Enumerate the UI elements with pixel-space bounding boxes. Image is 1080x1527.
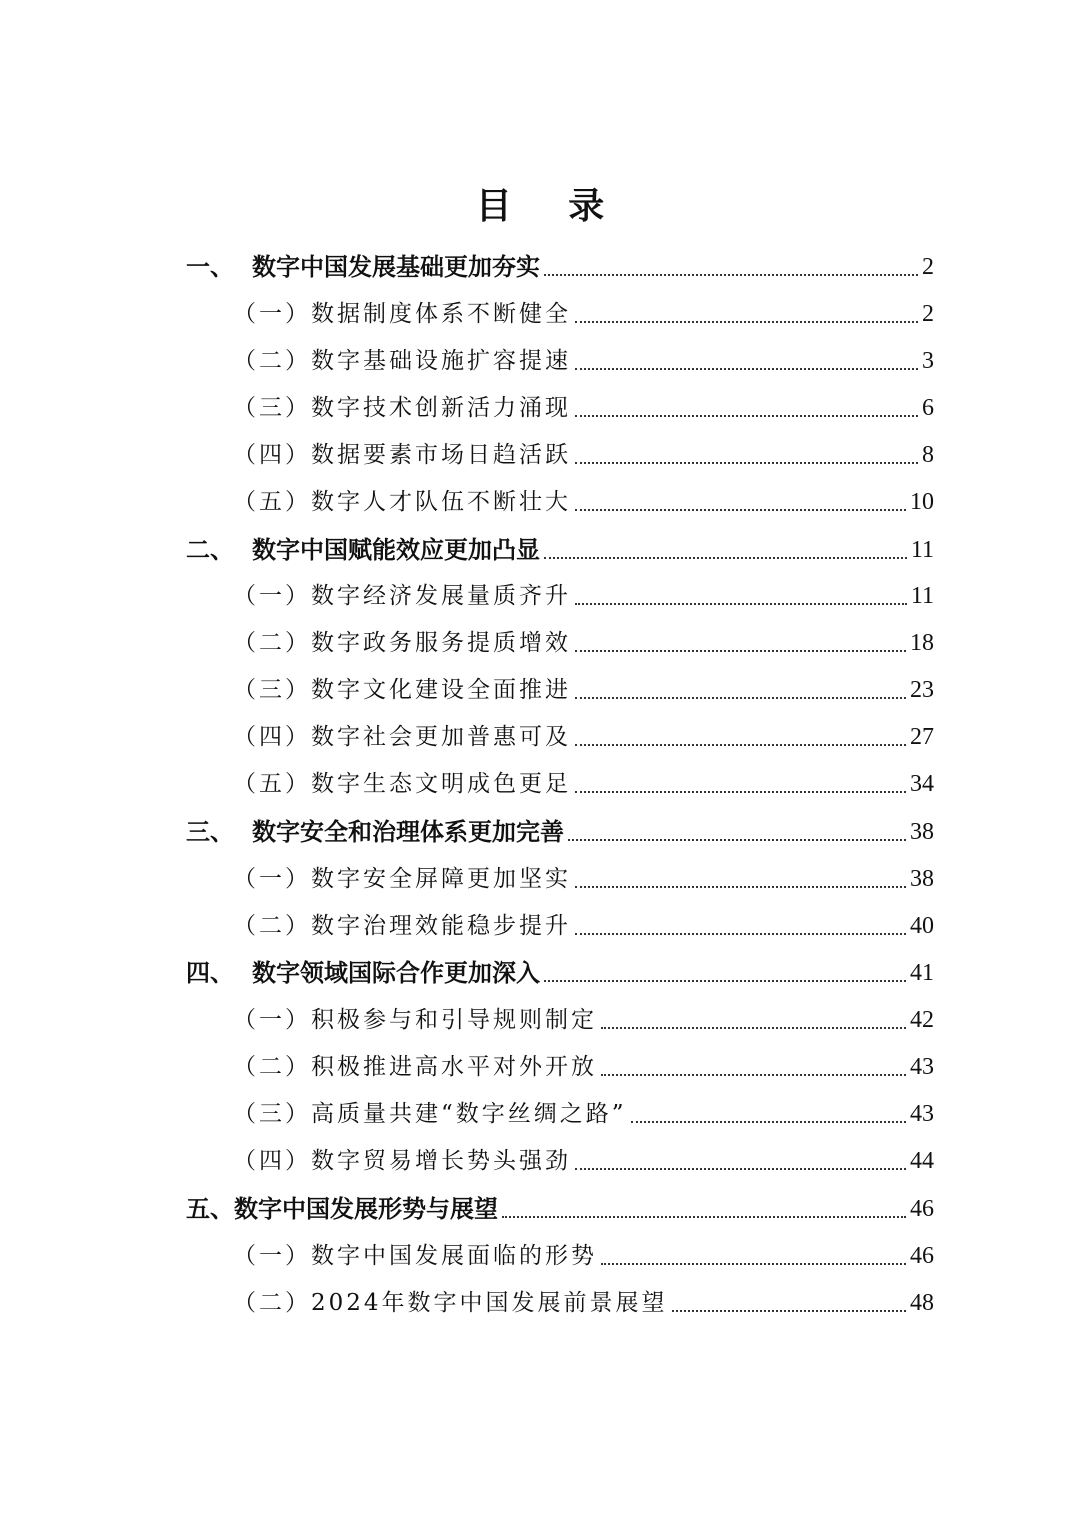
toc-title: 目 录 (475, 186, 627, 227)
toc-page-number: 11 (910, 537, 934, 563)
toc-entry-number: （四） (233, 442, 311, 468)
toc-entry-number: 五、 (186, 1195, 234, 1223)
toc-entry-number: （二） (233, 1290, 311, 1316)
dot-leader (601, 1074, 906, 1076)
toc-entry-number: （四） (233, 1148, 311, 1174)
toc-entry[interactable] (186, 1190, 934, 1226)
toc-page-number: 41 (910, 960, 934, 986)
toc-entry-number: （三） (233, 677, 311, 703)
toc-entry-title: 数字中国发展基础更加夯实 (252, 253, 540, 281)
dot-leader (672, 1310, 906, 1312)
toc-entry[interactable] (233, 671, 934, 707)
dot-leader (575, 603, 907, 605)
toc-entry-number: （五） (233, 489, 311, 515)
toc-entry-title: 数字中国发展面临的形势 (311, 1243, 597, 1269)
toc-page-number: 38 (910, 819, 934, 845)
dot-leader (575, 1168, 906, 1170)
toc-entry-number: （三） (233, 395, 311, 421)
toc-page-number: 38 (910, 866, 934, 892)
toc-entry-number: （四） (233, 724, 311, 750)
toc-page-number: 46 (910, 1243, 934, 1269)
toc-entry-number: （二） (233, 348, 311, 374)
toc-entry-title: 数字贸易增长势头强劲 (311, 1148, 571, 1174)
toc-page-number: 44 (910, 1148, 934, 1174)
dot-leader (575, 697, 906, 699)
toc-page-number: 46 (910, 1196, 934, 1222)
dot-leader (631, 1121, 906, 1123)
dot-leader (601, 1027, 906, 1029)
toc-entry[interactable] (233, 1284, 934, 1320)
dot-leader (575, 744, 906, 746)
toc-page-number: 27 (910, 724, 934, 750)
toc-entry[interactable] (233, 718, 934, 754)
toc-entry[interactable] (233, 342, 934, 378)
toc-entry-number: （一） (233, 1007, 311, 1033)
toc-page-number: 2 (922, 301, 934, 327)
toc-entry-title: 高质量共建“数字丝绸之路” (311, 1101, 627, 1127)
toc-entry-number: 二、 (186, 536, 234, 564)
toc-page-number: 3 (922, 348, 934, 374)
toc-entry[interactable] (233, 624, 934, 660)
toc-entry[interactable] (233, 1237, 934, 1273)
dot-leader (575, 321, 918, 323)
toc-page-number: 11 (910, 583, 934, 609)
toc-page-number: 6 (922, 395, 934, 421)
toc-entry-title: 积极参与和引导规则制定 (311, 1007, 597, 1033)
toc-entry-title: 数字经济发展量质齐升 (311, 583, 571, 609)
toc-page-number: 18 (910, 630, 934, 656)
toc-entry-title: 数据要素市场日趋活跃 (311, 442, 571, 468)
toc-page-number: 23 (910, 677, 934, 703)
toc-entry[interactable] (233, 860, 934, 896)
toc-entry[interactable] (233, 1142, 934, 1178)
toc-page-number: 42 (910, 1007, 934, 1033)
toc-entry-title: 数字政务服务提质增效 (311, 630, 571, 656)
dot-leader (544, 557, 907, 559)
toc-entry[interactable] (233, 1001, 934, 1037)
toc-entry-title: 数字安全屏障更加坚实 (311, 866, 571, 892)
toc-entry[interactable] (233, 389, 934, 425)
toc-entry-title: 数字中国发展形势与展望 (234, 1195, 498, 1223)
toc-entry-number: 四、 (186, 959, 234, 987)
toc-entry-title: 数字生态文明成色更足 (311, 771, 571, 797)
toc-entry[interactable] (233, 295, 934, 331)
toc-page-number: 40 (910, 913, 934, 939)
dot-leader (575, 650, 906, 652)
toc-page-number: 8 (922, 442, 934, 468)
toc-entry-title: 数字人才队伍不断壮大 (311, 489, 571, 515)
dot-leader (575, 791, 906, 793)
toc-page-number: 43 (910, 1101, 934, 1127)
toc-page-number: 2 (922, 254, 934, 280)
dot-leader (544, 274, 918, 276)
toc-entry[interactable] (186, 248, 934, 284)
toc-page-number: 34 (910, 771, 934, 797)
toc-entry-number: （一） (233, 583, 311, 609)
toc-entry[interactable] (233, 1048, 934, 1084)
toc-entry-number: （一） (233, 301, 311, 327)
toc-entry-number: （二） (233, 913, 311, 939)
toc-entry[interactable] (233, 436, 934, 472)
toc-entry-number: （五） (233, 771, 311, 797)
toc-entry[interactable] (186, 813, 934, 849)
toc-entry-number: （二） (233, 1054, 311, 1080)
dot-leader (544, 980, 906, 982)
dot-leader (568, 839, 906, 841)
toc-entry-title: 数字文化建设全面推进 (311, 677, 571, 703)
toc-entry[interactable] (233, 1095, 934, 1131)
toc-entry-title: 数字安全和治理体系更加完善 (252, 818, 564, 846)
toc-page-number: 43 (910, 1054, 934, 1080)
toc-entry-title: 数据制度体系不断健全 (311, 301, 571, 327)
toc-entry-number: （二） (233, 630, 311, 656)
toc-entry[interactable] (233, 907, 934, 943)
toc-entry[interactable] (186, 531, 934, 567)
toc-entry-title: 数字治理效能稳步提升 (311, 913, 571, 939)
toc-entry[interactable] (233, 483, 934, 519)
toc-entry-title: 数字基础设施扩容提速 (311, 348, 571, 374)
dot-leader (575, 415, 918, 417)
toc-entry-number: 一、 (186, 253, 234, 281)
dot-leader (575, 368, 918, 370)
toc-entry[interactable] (233, 765, 934, 801)
toc-entry-number: （三） (233, 1101, 311, 1127)
toc-entry-title: 数字领域国际合作更加深入 (252, 959, 540, 987)
dot-leader (502, 1216, 906, 1218)
toc-entry-title: 数字技术创新活力涌现 (311, 395, 571, 421)
dot-leader (575, 509, 906, 511)
toc-entry-title: 数字中国赋能效应更加凸显 (252, 536, 540, 564)
dot-leader (575, 886, 906, 888)
toc-entry-number: 三、 (186, 818, 234, 846)
toc-entry-title: 2024年数字中国发展前景展望 (311, 1290, 668, 1316)
dot-leader (575, 462, 918, 464)
toc-entry-number: （一） (233, 866, 311, 892)
toc-entry[interactable] (186, 954, 934, 990)
toc-entry-title: 积极推进高水平对外开放 (311, 1054, 597, 1080)
toc-page-number: 10 (910, 489, 934, 515)
dot-leader (575, 933, 906, 935)
toc-entry-number: （一） (233, 1243, 311, 1269)
toc-entry[interactable] (233, 577, 934, 613)
toc-page-number: 48 (910, 1290, 934, 1316)
toc-entry-title: 数字社会更加普惠可及 (311, 724, 571, 750)
dot-leader (601, 1263, 906, 1265)
